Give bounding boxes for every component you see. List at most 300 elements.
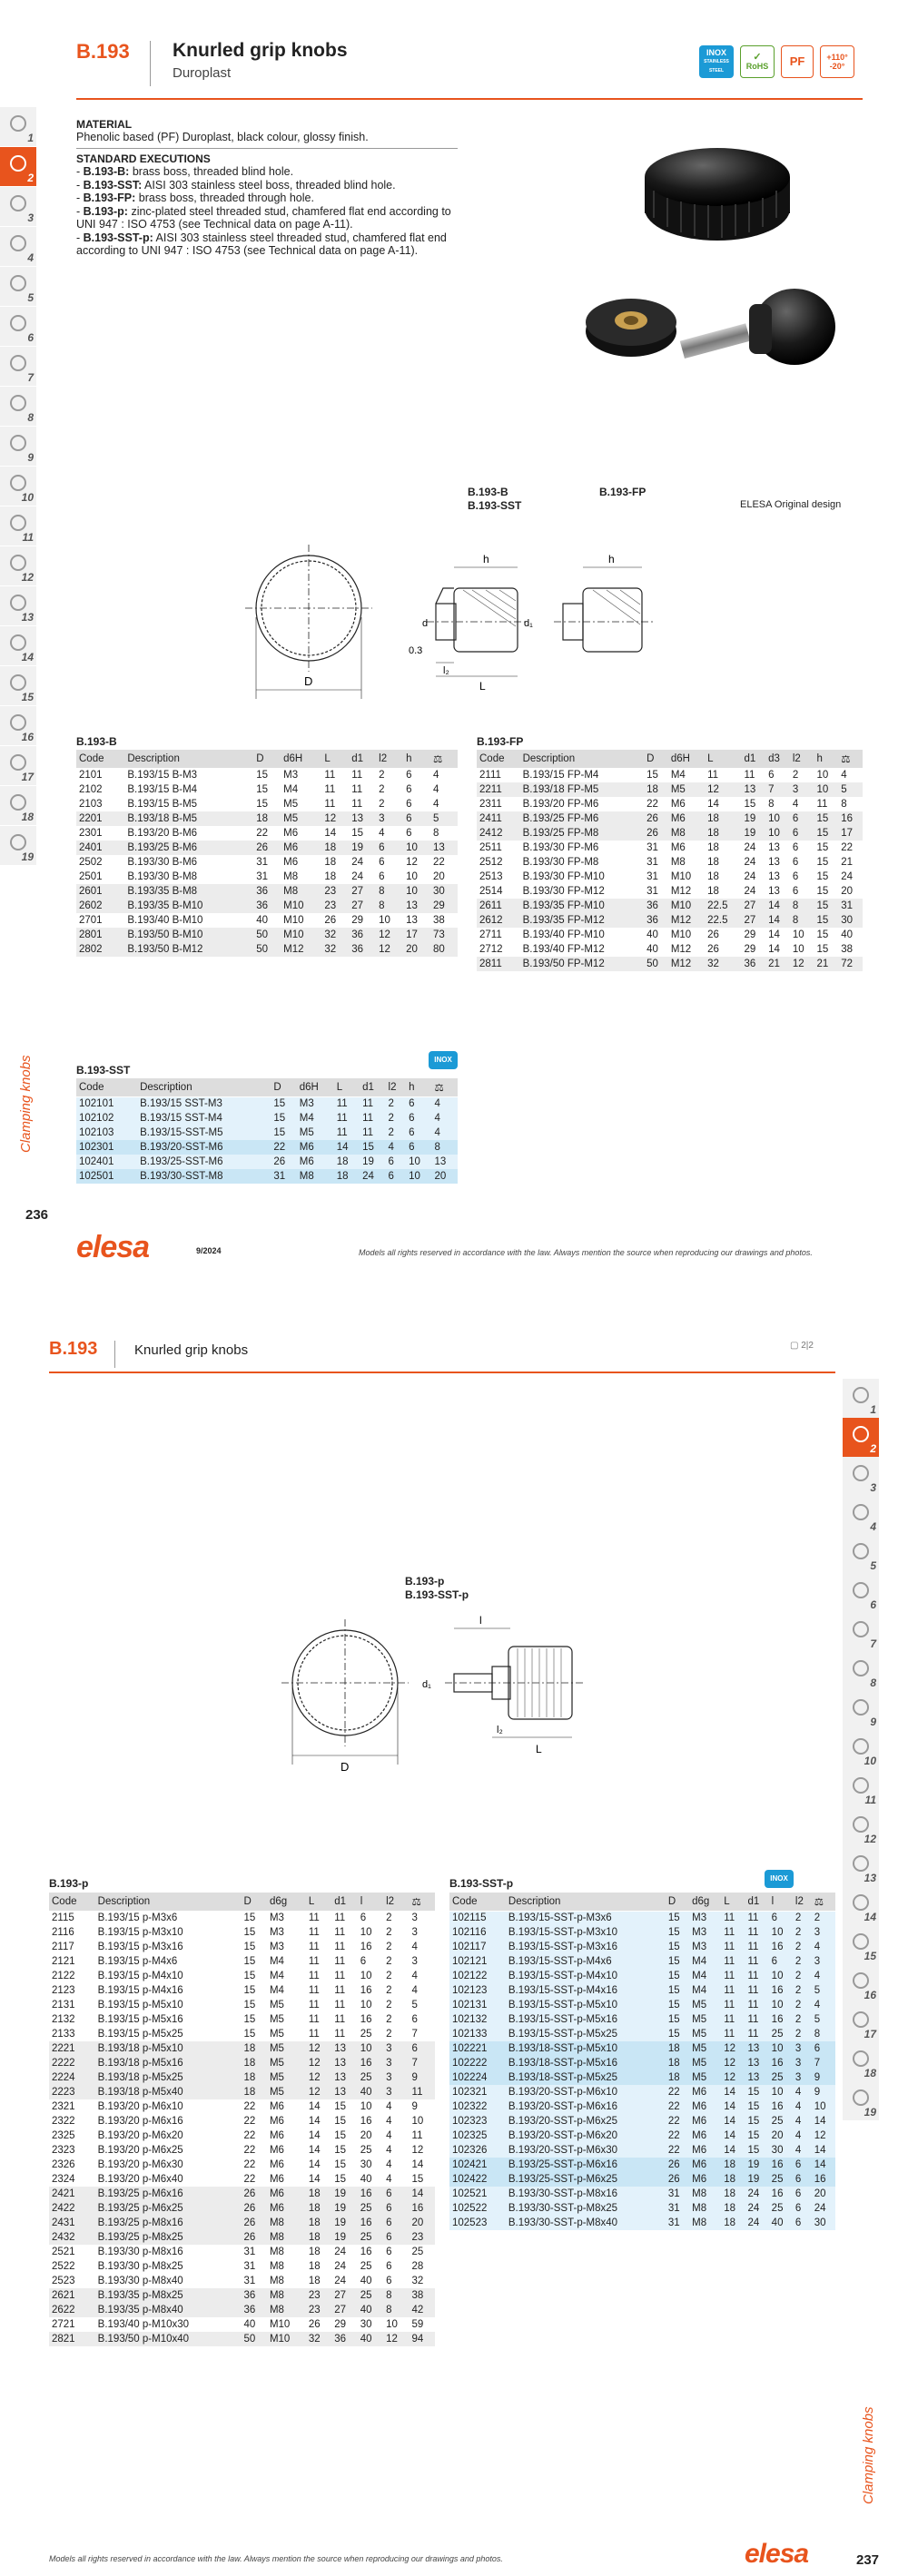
table-cell: 25	[769, 2201, 793, 2216]
chapter-tab-7[interactable]: 7	[0, 347, 36, 387]
table-cell: 4	[383, 2158, 409, 2172]
table-cell: B.193/20 p-M6x16	[95, 2114, 242, 2129]
table-cell: M10	[281, 899, 321, 913]
chapter-tab-3[interactable]: 3	[843, 1457, 879, 1497]
table-cell: 18	[306, 2245, 331, 2259]
table-cell: 24	[331, 2245, 357, 2259]
table-cell: 3	[793, 2041, 812, 2056]
table-row	[49, 2129, 435, 2143]
table-row	[49, 2041, 435, 2056]
table-cell: 102325	[449, 2129, 506, 2143]
table-cell: 2326	[49, 2158, 95, 2172]
table-cell: 6	[383, 2187, 409, 2201]
table-cell: 13	[403, 899, 430, 913]
table-row	[449, 1925, 835, 1940]
table-cell: 19	[745, 2158, 768, 2172]
table-cell: 15	[814, 841, 839, 855]
table-row	[76, 797, 458, 811]
table-cell: M5	[281, 797, 321, 811]
table-cell: 9	[410, 2099, 435, 2114]
table-cell: B.193/30-SST-M8	[137, 1169, 271, 1184]
table-cell: 8	[432, 1140, 458, 1155]
table-cell: 36	[349, 942, 376, 957]
table-cell: 26	[705, 928, 741, 942]
column-header: Description	[95, 1893, 242, 1911]
table-cell: 15	[741, 797, 765, 811]
table-cell: 4	[838, 768, 863, 782]
table-cell: 2115	[49, 1911, 95, 1925]
table-cell: 2	[383, 1969, 409, 1983]
table-cell: B.193/20 p-M6x20	[95, 2129, 242, 2143]
chapter-tab-16[interactable]: 16	[843, 1964, 879, 2004]
table-cell: 27	[349, 884, 376, 899]
chapter-tab-1[interactable]: 1	[843, 1379, 879, 1419]
chapter-tab-18[interactable]: 18	[0, 786, 36, 826]
table-cell: 14	[306, 2158, 331, 2172]
chapter-tab-1[interactable]: 1	[0, 107, 36, 147]
table-cell: 102521	[449, 2187, 506, 2201]
table-cell: 16	[358, 1983, 383, 1998]
table-cell: B.193/15 B-M4	[124, 782, 253, 797]
execution-item: - B.193-p: zinc-plated steel threaded stud, chamfered flat end according to UNI 947 : ISO 4753 (see Technical data on page A-11).	[76, 204, 451, 231]
table-cell: 19	[331, 2187, 357, 2201]
table-cell: 22	[242, 2114, 267, 2129]
column-header: Description	[124, 750, 253, 768]
table-cell: M4	[668, 768, 705, 782]
table-row	[76, 1140, 458, 1155]
table-cell: B.193/25-SST-M6	[137, 1155, 271, 1169]
table-cell: 25	[769, 2114, 793, 2129]
column-header: h	[814, 750, 839, 768]
chapter-tab-11[interactable]: 11	[843, 1769, 879, 1809]
table-cell: B.193/15 FP-M4	[520, 768, 645, 782]
table-cell: 13	[765, 855, 790, 870]
table-cell: 2	[383, 2012, 409, 2027]
table-cell: M6	[267, 2187, 306, 2201]
chapter-icon	[7, 392, 29, 414]
table-cell: 18	[242, 2085, 267, 2099]
table-cell: 2611	[477, 899, 520, 913]
table-cell: 102103	[76, 1126, 137, 1140]
table-cell: 18	[242, 2056, 267, 2070]
chapter-tab-9[interactable]: 9	[843, 1691, 879, 1731]
table-cell: 18	[721, 2216, 745, 2230]
table-cell: B.193/15 B-M3	[124, 768, 253, 782]
table-cell: 2	[812, 1911, 835, 1925]
table-cell: M4	[689, 1983, 721, 1998]
table-cell: 23	[321, 884, 349, 899]
table-cell: 11	[410, 2129, 435, 2143]
table-cell: 36	[644, 913, 668, 928]
table-row	[49, 1983, 435, 1998]
table-row	[49, 1911, 435, 1925]
table-cell: 16	[838, 811, 863, 826]
table-cell: 2	[383, 1940, 409, 1954]
table-cell: 13	[432, 1155, 458, 1169]
table-cell: 11	[321, 797, 349, 811]
table-cell: 13	[765, 841, 790, 855]
chapter-tab-4[interactable]: 4	[0, 227, 36, 267]
table-cell: 3	[812, 1954, 835, 1969]
chapter-tab-17[interactable]: 17	[0, 746, 36, 786]
table-cell: 22	[430, 855, 458, 870]
table-cell: 11	[360, 1111, 385, 1126]
table-cell: 11	[745, 1940, 768, 1954]
table-cell: 11	[306, 2027, 331, 2041]
chapter-tab-14[interactable]: 14	[0, 626, 36, 666]
chapter-tab-10[interactable]: 10	[0, 467, 36, 506]
table-cell: 22	[242, 2158, 267, 2172]
side-label: Clamping knobs	[18, 1055, 34, 1153]
page-number: 237	[856, 2552, 880, 2568]
table-cell: M8	[267, 2288, 306, 2303]
table-cell: 11	[745, 1911, 768, 1925]
chapter-tab-4[interactable]: 4	[843, 1496, 879, 1536]
table-cell: 2502	[76, 855, 124, 870]
chapter-tab-13[interactable]: 13	[0, 586, 36, 626]
chapter-tab-5[interactable]: 5	[843, 1535, 879, 1575]
table-cell: 102132	[449, 2012, 506, 2027]
table-row	[76, 811, 458, 826]
table-cell: B.193/30 FP-M6	[520, 841, 645, 855]
table-cell: 2431	[49, 2216, 95, 2230]
table-header-row	[449, 1893, 835, 1911]
table-cell: 31	[242, 2259, 267, 2274]
page-number: 236	[25, 1207, 49, 1223]
table-cell: M5	[689, 2027, 721, 2041]
chapter-tab-2[interactable]: 2	[843, 1418, 879, 1458]
table-cell: 24	[838, 870, 863, 884]
table-cell: 2	[793, 1998, 812, 2012]
pf-badge: PF	[781, 45, 814, 78]
table-cell: B.193/50 B-M12	[124, 942, 253, 957]
table-cell: 2	[383, 1911, 409, 1925]
table-cell: 102301	[76, 1140, 137, 1155]
chapter-tab-8[interactable]: 8	[843, 1652, 879, 1692]
table-row	[49, 2259, 435, 2274]
chapter-tab-12[interactable]: 12	[843, 1808, 879, 1848]
execution-item: - B.193-B: brass boss, threaded blind hole.	[76, 165, 294, 178]
dim-chamfer: 0.3	[409, 645, 423, 656]
table-cell: 14	[321, 826, 349, 841]
chapter-tab-6[interactable]: 6	[843, 1574, 879, 1614]
table-row	[76, 1096, 458, 1111]
column-header: L	[321, 750, 349, 768]
table-row	[477, 855, 863, 870]
column-header: d3	[765, 750, 790, 768]
table-cell: 6	[790, 811, 814, 826]
table-cell: 24	[812, 2201, 835, 2216]
chapter-tab-15[interactable]: 15	[0, 666, 36, 706]
table-row	[49, 2056, 435, 2070]
table-cell: 102422	[449, 2172, 506, 2187]
table-cell: 17	[403, 928, 430, 942]
table-cell: 15	[331, 2143, 357, 2158]
table-cell: 18	[705, 841, 741, 855]
table-cell: 31	[838, 899, 863, 913]
table-cell: M5	[689, 2056, 721, 2070]
table-row	[449, 1969, 835, 1983]
table-cell: 6	[403, 826, 430, 841]
table-cell: 15	[253, 782, 281, 797]
table-cell: 19	[741, 811, 765, 826]
column-header: Code	[76, 1078, 137, 1096]
table-sst-title: B.193-SST	[76, 1064, 131, 1077]
table-cell: 11	[334, 1096, 360, 1111]
table-cell: 94	[410, 2332, 435, 2346]
table-cell: 9	[410, 2070, 435, 2085]
table-cell: 6	[793, 2158, 812, 2172]
dim-h: h	[483, 553, 489, 565]
table-cell: 6	[812, 2041, 835, 2056]
table-cell: M6	[668, 841, 705, 855]
table-cell: 36	[644, 899, 668, 913]
table-cell: 24	[349, 855, 376, 870]
table-cell: 27	[331, 2288, 357, 2303]
table-cell: 11	[721, 1969, 745, 1983]
chapter-tab-13[interactable]: 13	[843, 1847, 879, 1887]
table-cell: 11	[349, 782, 376, 797]
table-cell: 4	[430, 768, 458, 782]
table-cell: 24	[349, 870, 376, 884]
page-ref: ▢ 2|2	[790, 1341, 814, 1351]
table-cell: 2122	[49, 1969, 95, 1983]
chapter-tab-8[interactable]: 8	[0, 387, 36, 427]
table-cell: B.193/20 p-M6x10	[95, 2099, 242, 2114]
table-cell: B.193/15-SST-p-M3x16	[506, 1940, 666, 1954]
table-header-row	[477, 750, 863, 768]
table-cell: 18	[666, 2041, 689, 2056]
table-cell: 13	[331, 2041, 357, 2056]
table-cell: 31	[271, 1169, 296, 1184]
table-cell: 2221	[49, 2041, 95, 2056]
table-cell: 14	[306, 2099, 331, 2114]
table-cell: 18	[306, 2274, 331, 2288]
column-header: l	[769, 1893, 793, 1911]
chapter-icon	[850, 1384, 872, 1406]
table-cell: B.193/30 p-M8x40	[95, 2274, 242, 2288]
table-cell: M6	[267, 2099, 306, 2114]
table-cell: 2	[793, 1940, 812, 1954]
table-cell: 12	[306, 2041, 331, 2056]
table-cell: 22	[666, 2114, 689, 2129]
table-cell: B.193/18 FP-M5	[520, 782, 645, 797]
chapter-tab-15[interactable]: 15	[843, 1925, 879, 1965]
table-cell: B.193/20 p-M6x40	[95, 2172, 242, 2187]
table-cell: 2	[793, 1911, 812, 1925]
table-cell: M12	[281, 942, 321, 957]
table-cell: 102117	[449, 1940, 506, 1954]
chapter-tab-12[interactable]: 12	[0, 546, 36, 586]
table-cell: 11	[306, 1954, 331, 1969]
table-cell: 15	[666, 2027, 689, 2041]
table-cell: 6	[410, 2041, 435, 2056]
table-cell: B.193/30-SST-p-M8x16	[506, 2187, 666, 2201]
table-cell: M4	[689, 1954, 721, 1969]
table-cell: 15	[242, 1998, 267, 2012]
dim-l2: l₂	[497, 1725, 503, 1735]
chapter-tab-5[interactable]: 5	[0, 267, 36, 307]
table-cell: B.193/15 SST-M3	[137, 1096, 271, 1111]
table-cell: 18	[321, 870, 349, 884]
table-cell: 18	[306, 2259, 331, 2274]
table-cell: 10	[769, 2085, 793, 2099]
table-cell: 2	[383, 1998, 409, 2012]
table-cell: 30	[358, 2317, 383, 2332]
table-cell: 6	[383, 2245, 409, 2259]
table-cell: 14	[721, 2085, 745, 2099]
chapter-tab-9[interactable]: 9	[0, 427, 36, 467]
table-cell: M6	[689, 2158, 721, 2172]
table-cell: B.193/35 p-M8x40	[95, 2303, 242, 2317]
table-cell: M5	[267, 2070, 306, 2085]
table-cell: 11	[360, 1096, 385, 1111]
table-cell: 40	[644, 928, 668, 942]
table-cell: 11	[331, 2027, 357, 2041]
table-row	[49, 2187, 435, 2201]
table-cell: 2	[386, 1096, 407, 1111]
table-cell: 18	[321, 855, 349, 870]
table-cell: 15	[360, 1140, 385, 1155]
table-cell: M6	[267, 2201, 306, 2216]
chapter-tab-18[interactable]: 18	[843, 2042, 879, 2082]
table-cell: M4	[267, 1954, 306, 1969]
technical-drawing	[245, 517, 708, 726]
table-cell: 20	[812, 2187, 835, 2201]
table-cell: 26	[705, 942, 741, 957]
table-cell: 5	[410, 1998, 435, 2012]
dim-L: L	[479, 680, 486, 693]
table-cell: 19	[741, 826, 765, 841]
table-cell: M5	[689, 1998, 721, 2012]
rohs-badge: ✓ RoHS	[740, 45, 775, 78]
side-label: Clamping knobs	[861, 2406, 876, 2504]
table-cell: 14	[334, 1140, 360, 1155]
table-cell: B.193/15 p-M3x16	[95, 1940, 242, 1954]
table-row	[49, 2099, 435, 2114]
table-cell: 14	[765, 942, 790, 957]
table-cell: 2602	[76, 899, 124, 913]
table-cell: 16	[769, 2056, 793, 2070]
table-cell: B.193/15-SST-p-M4x16	[506, 1983, 666, 1998]
table-cell: 15	[410, 2172, 435, 2187]
table-cell: M6	[297, 1155, 334, 1169]
table-cell: 25	[410, 2245, 435, 2259]
table-cell: 11	[814, 797, 839, 811]
table-cell: 10	[769, 1998, 793, 2012]
table-cell: 12	[790, 957, 814, 971]
table-cell: 10	[790, 928, 814, 942]
table-row	[449, 2099, 835, 2114]
table-cell: 18	[721, 2187, 745, 2201]
table-cell: 2116	[49, 1925, 95, 1940]
chapter-tab-11[interactable]: 11	[0, 506, 36, 546]
catalog-page-237	[0, 1288, 908, 2576]
table-cell: 102221	[449, 2041, 506, 2056]
chapter-tab-2[interactable]: 2	[0, 147, 36, 187]
table-cell: 36	[242, 2303, 267, 2317]
table-cell: 25	[769, 2172, 793, 2187]
table-cell: 11	[334, 1126, 360, 1140]
table-cell: 2801	[76, 928, 124, 942]
table-cell: 6	[790, 870, 814, 884]
table-cell: M8	[668, 826, 705, 841]
table-row	[49, 2114, 435, 2129]
chapter-tab-19[interactable]: 19	[0, 826, 36, 866]
table-cell: 102322	[449, 2099, 506, 2114]
table-cell: 4	[812, 1998, 835, 2012]
table-cell: 3	[410, 1911, 435, 1925]
chapter-tab-16[interactable]: 16	[0, 706, 36, 746]
table-cell: 18	[242, 2070, 267, 2085]
table-cell: 50	[253, 928, 281, 942]
table-cell: 8	[790, 899, 814, 913]
table-cell: M10	[281, 913, 321, 928]
table-cell: 30	[430, 884, 458, 899]
table-sstp-title: B.193-SST-p	[449, 1877, 514, 1890]
table-cell: M3	[689, 1911, 721, 1925]
chapter-icon	[7, 152, 29, 174]
table-cell: B.193/20-SST-p-M6x10	[506, 2085, 666, 2099]
chapter-tab-14[interactable]: 14	[843, 1886, 879, 1926]
table-cell: 3	[383, 2056, 409, 2070]
column-header: d6g	[267, 1893, 306, 1911]
table-cell: 18	[705, 884, 741, 899]
table-cell: 12	[383, 2332, 409, 2346]
table-cell: 3	[812, 1925, 835, 1940]
table-row	[449, 2056, 835, 2070]
table-cell: 26	[644, 811, 668, 826]
chapter-tab-6[interactable]: 6	[0, 307, 36, 347]
table-cell: 11	[331, 1940, 357, 1954]
table-row	[477, 928, 863, 942]
table-cell: 6	[383, 2201, 409, 2216]
drawing-label-sstp: B.193-SST-p	[405, 1588, 469, 1601]
chapter-tab-10[interactable]: 10	[843, 1730, 879, 1770]
inox-badge: INOX STAINLESS STEEL	[699, 45, 734, 78]
chapter-tab-19[interactable]: 19	[843, 2081, 879, 2121]
table-cell: 102115	[449, 1911, 506, 1925]
table-cell: 27	[741, 913, 765, 928]
table-cell: 3	[383, 2041, 409, 2056]
table-row	[477, 797, 863, 811]
chapter-icon	[7, 352, 29, 374]
table-cell: 15	[745, 2099, 768, 2114]
table-cell: 11	[331, 1998, 357, 2012]
table-cell: 10	[358, 2099, 383, 2114]
table-cell: 12	[306, 2085, 331, 2099]
executions-list	[76, 165, 458, 258]
table-cell: 18	[705, 826, 741, 841]
table-cell: B.193/15 p-M5x10	[95, 1998, 242, 2012]
table-cell: 8	[812, 2027, 835, 2041]
table-cell: 11	[721, 1998, 745, 2012]
table-cell: 14	[721, 2143, 745, 2158]
table-cell: M12	[668, 942, 705, 957]
table-cell: 4	[432, 1096, 458, 1111]
table-row	[76, 942, 458, 957]
chapter-tab-3[interactable]: 3	[0, 187, 36, 227]
table-cell: 20	[432, 1169, 458, 1184]
chapter-icon	[7, 232, 29, 254]
table-cell: 6	[386, 1169, 407, 1184]
table-cell: 14	[765, 899, 790, 913]
chapter-tab-17[interactable]: 17	[843, 2003, 879, 2043]
material-text: Phenolic based (PF) Duroplast, black colour, glossy finish.	[76, 131, 369, 143]
chapter-tab-7[interactable]: 7	[843, 1613, 879, 1653]
table-cell: 11	[306, 1983, 331, 1998]
table-cell: B.193/25 p-M8x16	[95, 2216, 242, 2230]
